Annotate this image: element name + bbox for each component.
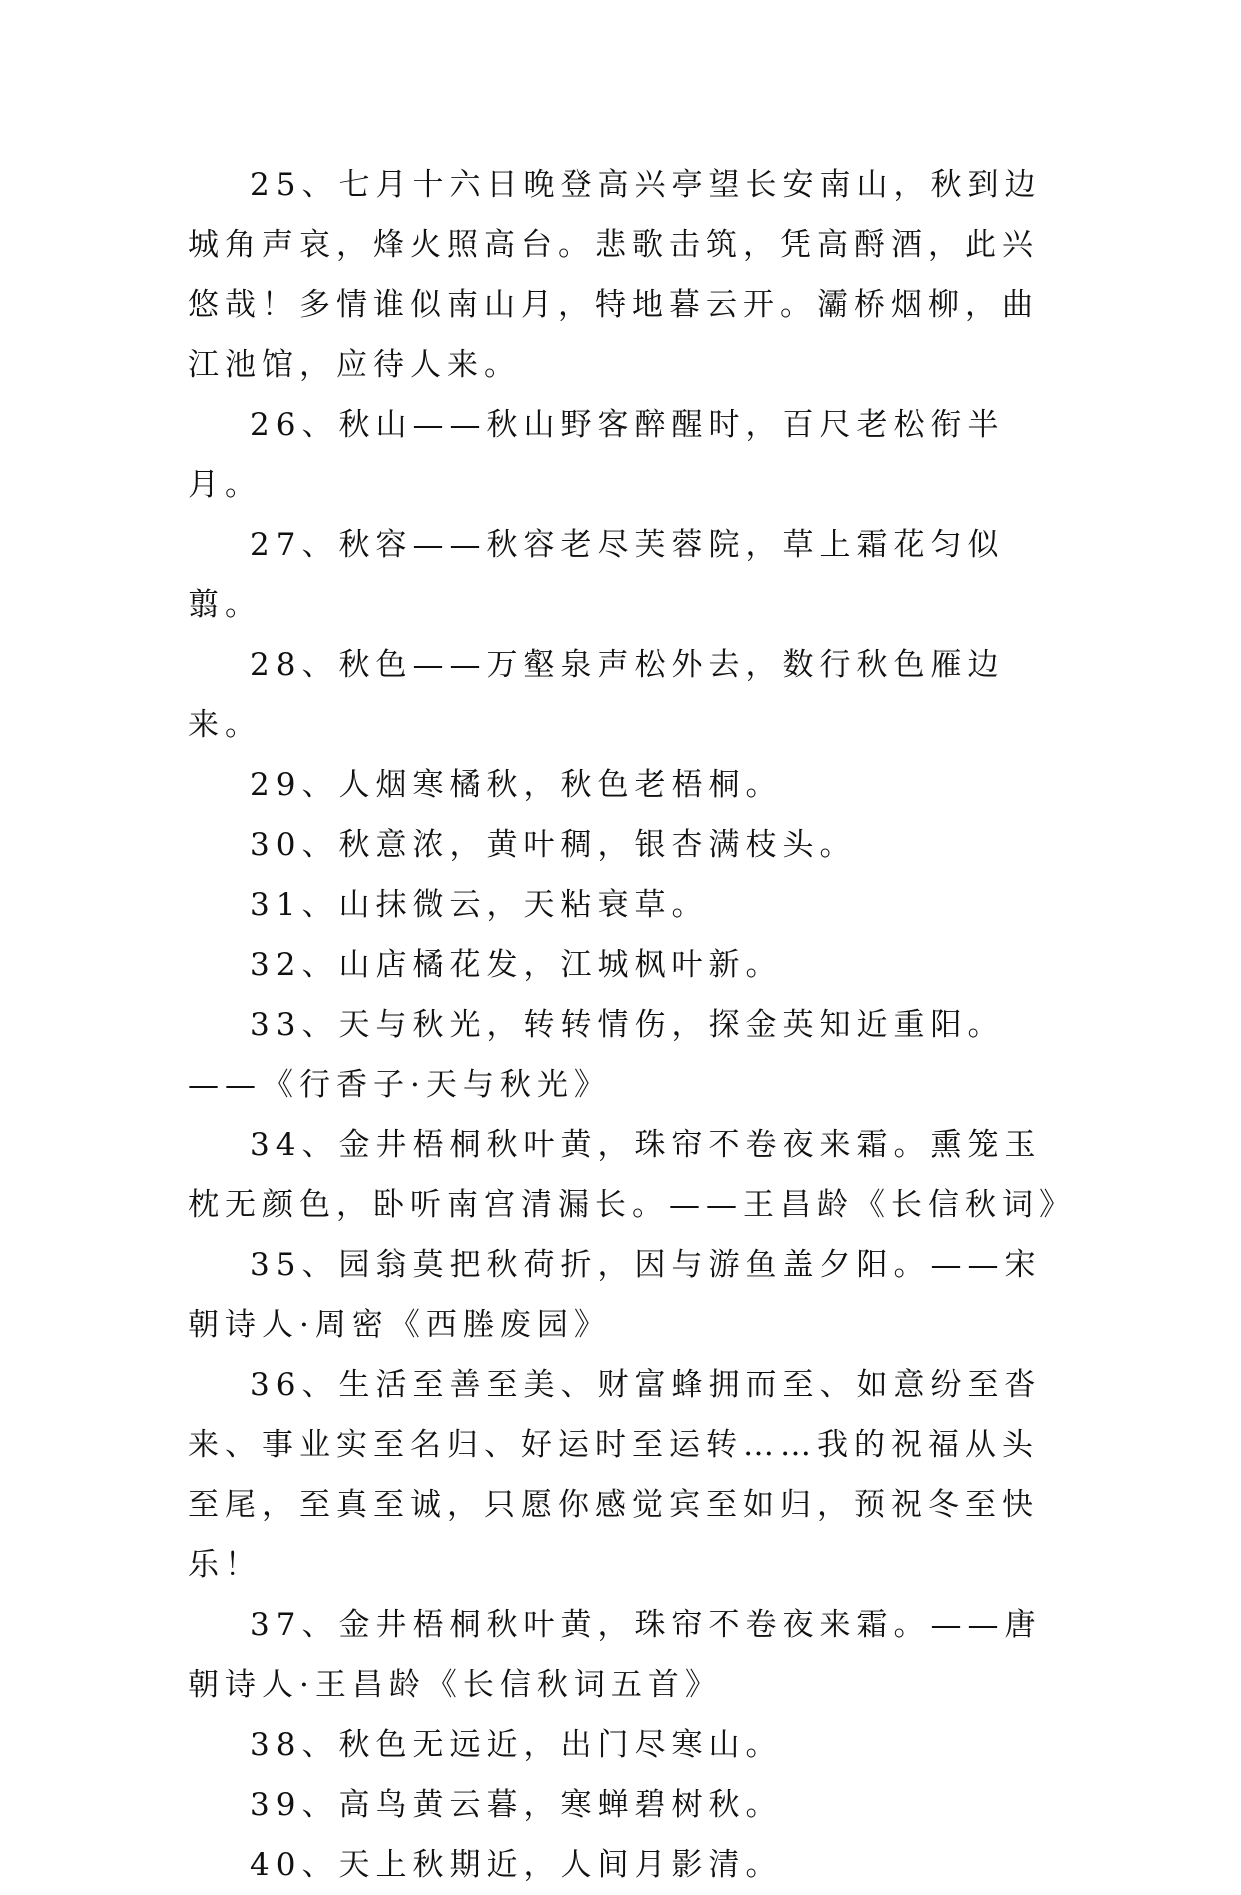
paragraph-34: 34、金井梧桐秋叶黄，珠帘不卷夜来霜。熏笼玉枕无颜色，卧听南宫清漏长。——王昌龄《长信秋词》: [188, 1127, 1076, 1223]
paragraph-37: 37、金井梧桐秋叶黄，珠帘不卷夜来霜。——唐朝诗人·王昌龄《长信秋词五首》: [188, 1607, 1042, 1703]
paragraph-40: 40、天上秋期近，人间月影清。: [250, 1847, 783, 1883]
paragraph-33: 33、天与秋光，转转情伤，探金英知近重阳。——《行香子·天与秋光》: [188, 1007, 1005, 1103]
paragraph-26: 26、秋山——秋山野客醉醒时，百尺老松衔半月。: [188, 407, 1005, 503]
paragraph-31: 31、山抹微云，天粘衰草。: [250, 887, 709, 923]
paragraph-28: 28、秋色——万壑泉声松外去，数行秋色雁边来。: [188, 647, 1005, 743]
document-body: [188, 155, 1076, 1895]
paragraph-29: 29、人烟寒橘秋，秋色老梧桐。: [250, 767, 783, 803]
paragraph-35: 35、园翁莫把秋荷折，因与游鱼盖夕阳。——宋朝诗人·周密《西塍废园》: [188, 1247, 1042, 1343]
paragraph-36: 36、生活至善至美、财富蜂拥而至、如意纷至沓来、事业实至名归、好运时至运转……我的祝福从头至尾，至真至诚，只愿你感觉宾至如归，预祝冬至快乐！: [188, 1367, 1042, 1583]
paragraph-25: 25、七月十六日晚登高兴亭望长安南山，秋到边城角声哀，烽火照高台。悲歌击筑，凭高酹酒，此兴悠哉！多情谁似南山月，特地暮云开。灞桥烟柳，曲江池馆，应待人来。: [188, 167, 1042, 383]
paragraph-38: 38、秋色无远近，出门尽寒山。: [250, 1727, 783, 1763]
paragraph-39: 39、高鸟黄云暮，寒蝉碧树秋。: [250, 1787, 783, 1823]
paragraph-27: 27、秋容——秋容老尽芙蓉院，草上霜花匀似翦。: [188, 527, 1005, 623]
paragraph-32: 32、山店橘花发，江城枫叶新。: [250, 947, 783, 983]
paragraph-30: 30、秋意浓，黄叶稠，银杏满枝头。: [250, 827, 857, 863]
